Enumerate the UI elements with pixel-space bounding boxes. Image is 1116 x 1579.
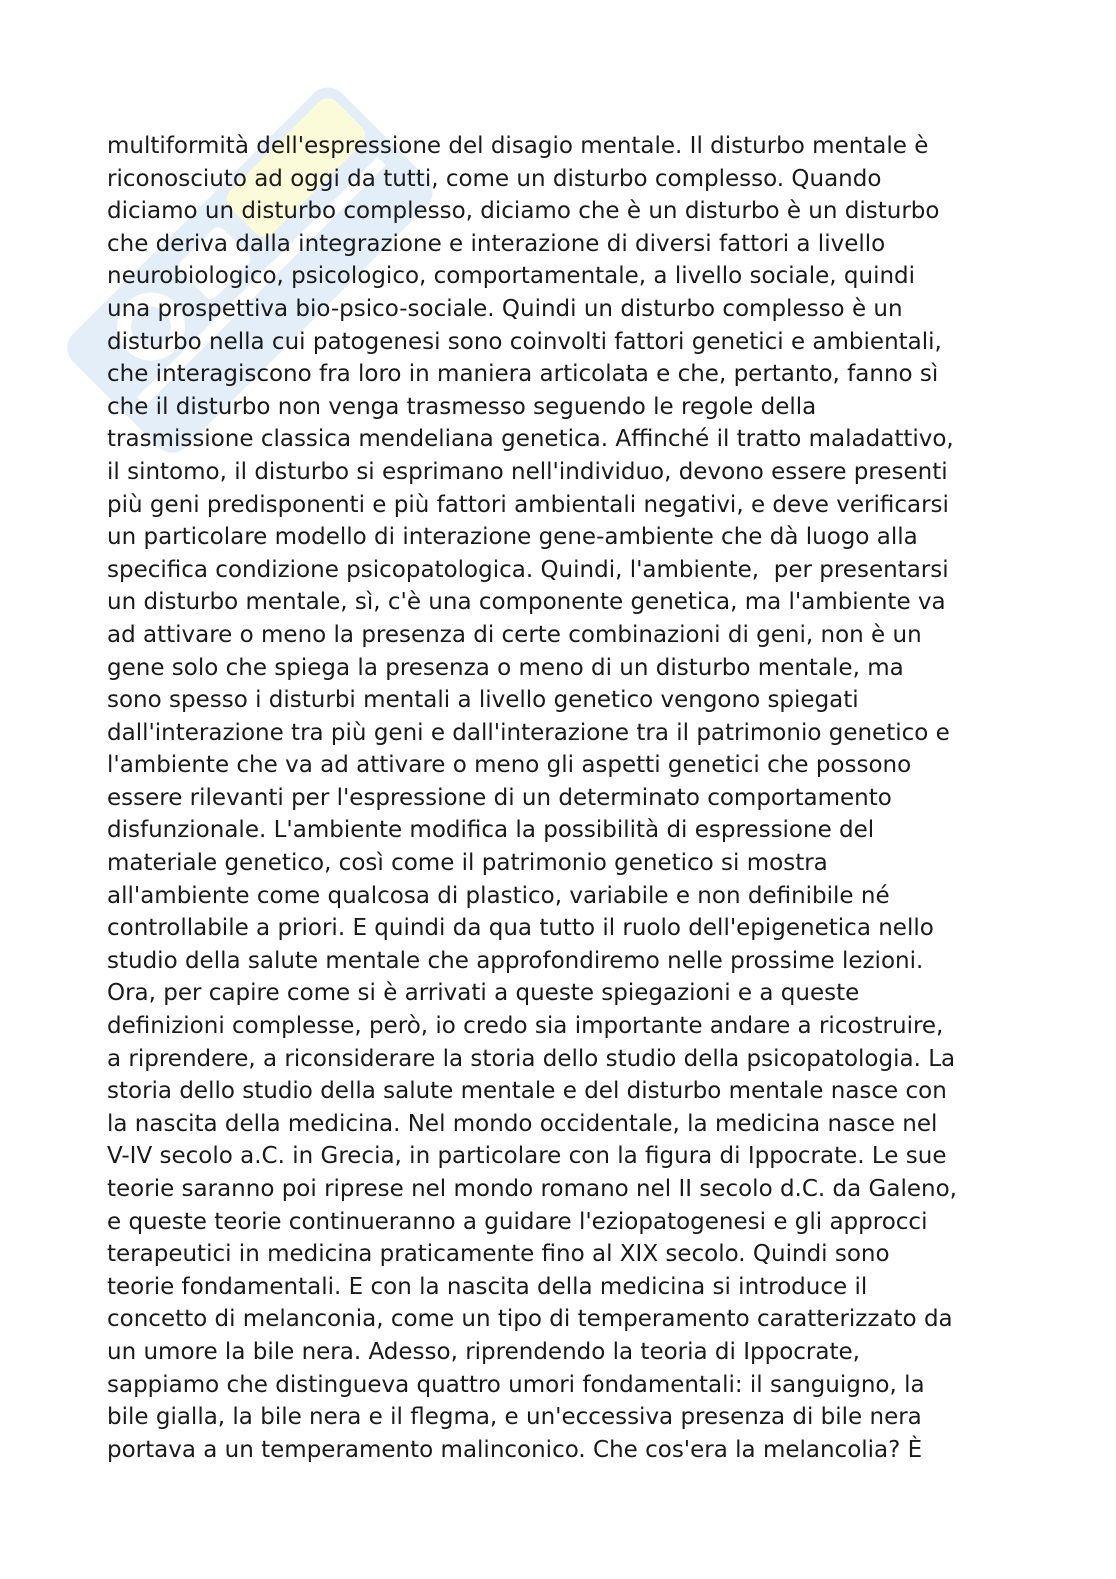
text-line: il sintomo, il disturbo si esprimano nell'individuo, devono essere presenti: [107, 458, 948, 485]
text-line: l'ambiente che va ad attivare o meno gli aspetti genetici che possono: [107, 752, 912, 779]
text-line: materiale genetico, così come il patrimonio genetico si mostra: [107, 850, 828, 877]
text-line: sono spesso i disturbi mentali a livello genetico vengono spiegati: [107, 687, 859, 714]
text-line: V-IV secolo a.C. in Grecia, in particolare con la figura di Ippocrate. Le sue: [107, 1143, 947, 1170]
text-line: che il disturbo non venga trasmesso seguendo le regole della: [107, 393, 817, 420]
text-line: dall'interazione tra più geni e dall'interazione tra il patrimonio genetico e: [107, 719, 950, 746]
text-line: bile gialla, la bile nera e il flegma, e un'eccessiva presenza di bile nera: [107, 1404, 922, 1431]
text-line: all'ambiente come qualcosa di plastico, variabile e non definibile né: [107, 882, 890, 909]
text-line: disturbo nella cui patogenesi sono coinvolti fattori genetici e ambientali,: [107, 328, 942, 355]
text-line: concetto di melanconia, come un tipo di temperamento caratterizzato da: [107, 1306, 953, 1333]
text-line: che interagiscono fra loro in maniera articolata e che, pertanto, fanno sì: [107, 361, 939, 388]
text-line: a riprendere, a riconsiderare la storia dello studio della psicopatologia. La: [107, 1045, 956, 1072]
text-line: disfunzionale. L'ambiente modifica la possibilità di espressione del: [107, 817, 875, 844]
text-line: specifica condizione psicopatologica. Quindi, l'ambiente, per presentarsi: [107, 556, 949, 583]
text-line: studio della salute mentale che approfondiremo nelle prossime lezioni.: [107, 947, 924, 974]
text-line: teorie saranno poi riprese nel mondo romano nel II secolo d.C. da Galeno,: [107, 1176, 957, 1202]
text-line: riconosciuto ad oggi da tutti, come un disturbo complesso. Quando: [107, 165, 882, 192]
text-line: un particolare modello di interazione gene-ambiente che dà luogo alla: [107, 524, 918, 551]
text-line: teorie fondamentali. E con la nascita della medicina si introduce il: [107, 1273, 868, 1300]
text-line: controllabile a priori. E quindi da qua tutto il ruolo dell'epigenetica nello: [107, 915, 934, 942]
text-line: gene solo che spiega la presenza o meno di un disturbo mentale, ma: [107, 654, 904, 681]
text-line: una prospettiva bio-psico-sociale. Quindi un disturbo complesso è un: [107, 295, 903, 322]
text-line: portava a un temperamento malinconico. Che cos'era la melancolia? È: [107, 1436, 923, 1463]
text-line: terapeutici in medicina praticamente fino al XIX secolo. Quindi sono: [107, 1241, 890, 1268]
text-line: un umore la bile nera. Adesso, riprendendo la teoria di Ippocrate,: [107, 1338, 860, 1365]
text-line: e queste teorie continueranno a guidare l'eziopatogenesi e gli approcci: [107, 1208, 928, 1235]
text-line: storia dello studio della salute mentale e del disturbo mentale nasce con: [107, 1078, 947, 1105]
text-line: Ora, per capire come si è arrivati a queste spiegazioni e a queste: [107, 980, 860, 1007]
text-line: trasmissione classica mendeliana genetica. Affinché il tratto maladattivo,: [107, 426, 954, 453]
text-line: essere rilevanti per l'espressione di un determinato comportamento: [107, 784, 892, 811]
text-line: più geni predisponenti e più fattori ambientali negativi, e deve verificarsi: [107, 491, 949, 518]
text-line: definizioni complesse, però, io credo sia importante andare a ricostruire,: [107, 1013, 944, 1040]
body-text: [107, 130, 1027, 1466]
text-line: la nascita della medicina. Nel mondo occidentale, la medicina nasce nel: [107, 1110, 938, 1137]
text-line: ad attivare o meno la presenza di certe combinazioni di geni, non è un: [107, 621, 922, 648]
text-line: sappiamo che distingueva quattro umori fondamentali: il sanguigno, la: [107, 1371, 925, 1398]
text-line: un disturbo mentale, sì, c'è una componente genetica, ma l'ambiente va: [107, 589, 946, 616]
text-line: che deriva dalla integrazione e interazione di diversi fattori a livello: [107, 230, 886, 257]
text-line: multiformità dell'espressione del disagio mentale. Il disturbo mentale è: [107, 133, 929, 159]
text-line: neurobiologico, psicologico, comportamentale, a livello sociale, quindi: [107, 263, 916, 290]
text-line: diciamo un disturbo complesso, diciamo che è un disturbo è un disturbo: [107, 198, 940, 225]
